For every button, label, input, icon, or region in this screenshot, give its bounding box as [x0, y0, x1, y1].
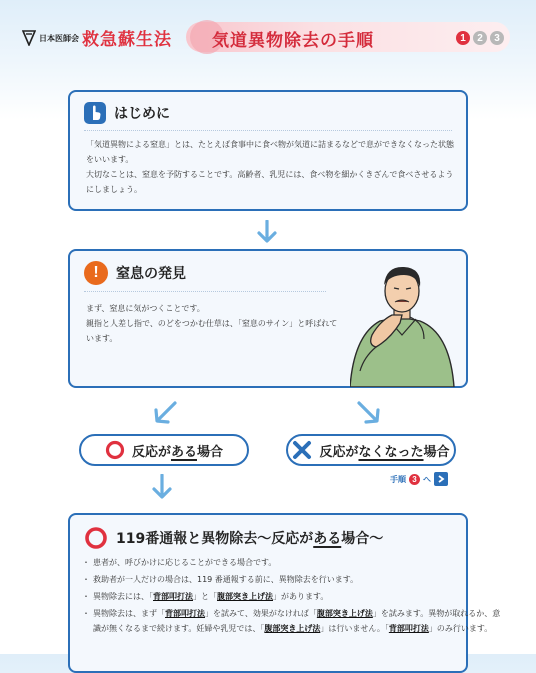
list-item: ・ 救助者が一人だけの場合は、119 番通報する前に、異物除去を行います。 [84, 572, 504, 587]
choking-person-illustration [350, 261, 458, 387]
intro-heading: はじめに [114, 106, 170, 122]
discovery-line-3: います。 [86, 334, 118, 343]
list-item: ・ 異物除去には、「背部叩打法」と「腹部突き上げ法」があります。 [84, 589, 504, 604]
unresponsive-case-label: 反応がなくなった場合 [319, 444, 450, 460]
step-3-badge: 3 [409, 474, 420, 485]
intro-line-2: をいいます。 [86, 155, 134, 164]
procedure-list [84, 555, 504, 638]
jma-emblem-icon [22, 30, 36, 46]
intro-text [86, 137, 458, 197]
intro-line-3: 大切なことは、窒息を予防することです。高齢者、乳児には、食べ物を細かくきざんで食べさせるよう [86, 170, 454, 179]
divider [84, 291, 326, 292]
list-item: ・ 異物除去は、まず「背部叩打法」を試みて、効果がなければ「腹部突き上げ法」を試みます。異物が取れるか、意識が無くなるまで続けます。妊婦や乳児では、「腹部突き上げ法」は行いません。「背部叩打法」のみ行います。 [84, 606, 504, 636]
keyword: 腹部突き上げ法 [264, 624, 321, 633]
unresponsive-case-button[interactable] [286, 434, 456, 466]
discovery-line-2: 親指と人差し指で、のどをつかむ仕草は、「窒息のサイン」と呼ばれて [86, 319, 338, 328]
step-1-indicator[interactable]: 1 [456, 31, 470, 45]
responsive-procedure-card [68, 513, 501, 673]
pointing-hand-icon [84, 102, 106, 124]
down-arrow-icon [256, 220, 278, 244]
responsive-case-button[interactable] [79, 434, 249, 466]
back-blows-link: 背部叩打法 [153, 592, 193, 601]
circle-ok-icon [84, 526, 108, 550]
list-item: ・ 患者が、呼びかけに応じることができる場合です。 [84, 555, 504, 570]
keyword: 腹部突き上げ法 [316, 609, 373, 618]
step-3-indicator[interactable]: 3 [490, 31, 504, 45]
logo-text: 日本医師会 [39, 33, 79, 43]
step-indicator [456, 31, 504, 45]
responsive-heading: 119番通報と異物除去〜反応がある場合〜 [116, 531, 384, 547]
discovery-card [68, 249, 468, 388]
exclamation-icon: ! [84, 261, 108, 285]
keyword: 背部叩打法 [388, 624, 429, 633]
divider [84, 130, 452, 131]
responsive-case-label: 反応がある場合 [131, 444, 224, 460]
jma-logo[interactable] [22, 30, 79, 46]
discovery-heading-row [84, 261, 186, 285]
abdominal-thrusts-link: 腹部突き上げ法 [217, 592, 273, 601]
responsive-heading-row [84, 526, 383, 550]
intro-line-4: にしましょう。 [86, 185, 142, 194]
intro-card [68, 90, 468, 211]
down-left-arrow-icon [152, 400, 178, 426]
down-arrow-icon [151, 474, 173, 500]
step-link-suffix: へ [423, 474, 431, 484]
chevron-right-icon [434, 472, 448, 486]
go-to-step-3-link[interactable] [390, 472, 448, 486]
keyword: 背部叩打法 [165, 609, 205, 618]
intro-heading-row [84, 102, 170, 124]
step-link-label: 手順 [390, 474, 406, 484]
cross-icon [292, 440, 312, 460]
circle-ok-icon [105, 440, 125, 460]
discovery-heading: 窒息の発見 [116, 266, 186, 282]
step-2-indicator[interactable]: 2 [473, 31, 487, 45]
intro-line-1: 「気道異物による窒息」とは、たとえば食事中に食べ物が気道に詰まるなどで息ができなくなった状態 [86, 140, 454, 149]
down-right-arrow-icon [356, 400, 382, 426]
discovery-text [86, 301, 356, 346]
page-title: 気道異物除去の手順 [212, 31, 374, 51]
discovery-line-1: まず、窒息に気がつくことです。 [86, 304, 205, 313]
site-title[interactable]: 救急蘇生法 [82, 30, 172, 50]
